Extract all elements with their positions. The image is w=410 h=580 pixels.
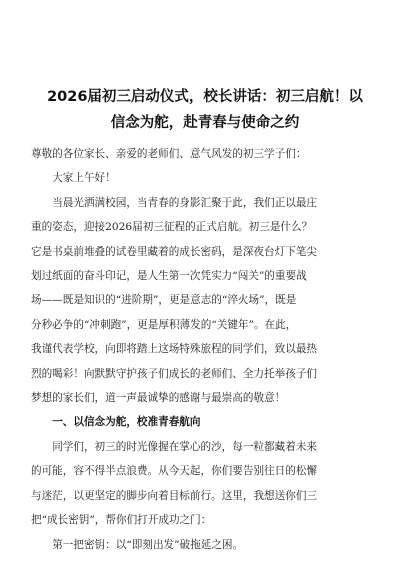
document-body <box>31 142 381 557</box>
greeting: 大家上午好！ <box>52 172 116 185</box>
paragraph-line: 与迷茫，以更坚定的脚步向着目标前行。这里，我想送你们三 <box>31 489 318 502</box>
document-title <box>24 84 386 136</box>
paragraph-line: 当晨光洒满校园，当青春的身影汇聚于此，我们正以最庄 <box>52 196 318 209</box>
paragraph-line: 的可能，容不得半点浪费。从今天起，你们要告别往日的松懈 <box>31 465 318 478</box>
paragraph-line: 梦想的家长们，道一声最诚挚的感谢与最崇高的敬意！ <box>31 392 286 405</box>
paragraph-line: 重的姿态，迎接2026届初三征程的正式启航。初三是什么？ <box>31 221 313 234</box>
paragraph-line: 分秒必争的“冲刺跑”，更是厚积薄发的“关键年”。在此， <box>31 318 297 331</box>
salutation: 尊敬的各位家长、亲爱的老师们、意气风发的初三学子们： <box>31 148 307 160</box>
paragraph-line: 划过纸面的奋斗印记，是人生第一次凭实力“闯关”的重要战 <box>31 270 307 283</box>
title-line: 2026届初三启动仪式，校长讲话：初三启航！以 <box>47 89 363 105</box>
paragraph-line: 把“成长密钥”，帮你们打开成功之门： <box>31 514 212 527</box>
intro-paragraph <box>31 191 381 411</box>
section-paragraph <box>31 435 381 533</box>
title-line: 信念为舵，赴青春与使命之约 <box>110 115 300 131</box>
paragraph-line: 它是书桌前堆叠的试卷里藏着的成长密码，是深夜台灯下笔尖 <box>31 245 318 258</box>
section-heading: 一、以信念为舵，校准青春航向 <box>52 416 201 429</box>
paragraph-line: 场——既是知识的“进阶期”，更是意志的“淬火场”，既是 <box>31 294 297 307</box>
key-paragraph: 第一把密钥：以“即刻出发”破拖延之困。 <box>52 538 244 551</box>
paragraph-line: 同学们，初三的时光像握在掌心的沙，每一粒都藏着未来 <box>52 440 318 453</box>
paragraph-line: 烈的喝彩！向默默守护孩子们成长的老师们、全力托举孩子们 <box>31 367 318 380</box>
paragraph-line: 我谨代表学校，向即将踏上这场特殊旅程的同学们，致以最热 <box>31 343 318 356</box>
